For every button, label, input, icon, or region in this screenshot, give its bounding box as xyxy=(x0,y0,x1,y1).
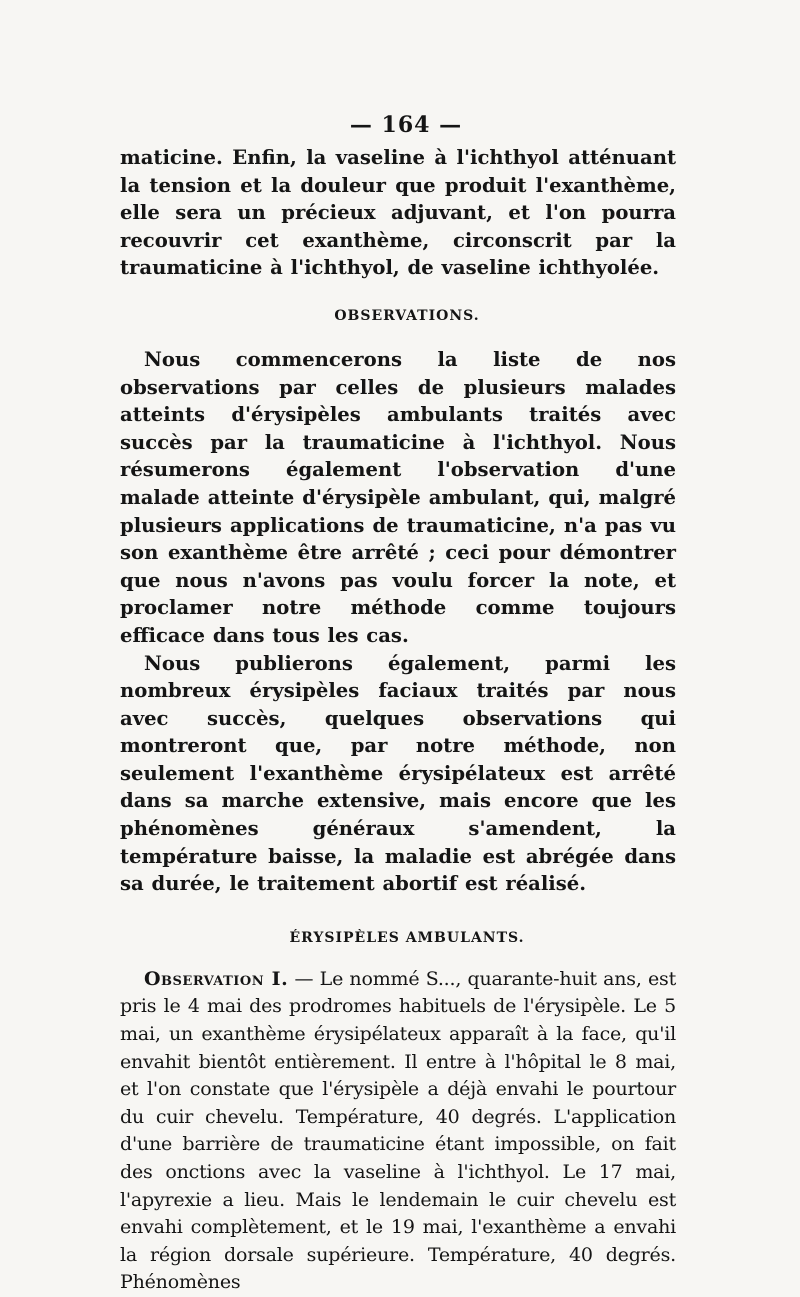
paragraph-intro: maticine. Enfin, la vaseline à l'ichthyol atténuant la tension et la douleur que produit l'exanthème, elle sera un précieux adjuvant, et l'on pourra recouvrir cet exanthème, circonscrit par la traumaticine à l'ichthyol, de vaseline ichthyolée. xyxy=(120,146,676,280)
heading-erysipeles-ambulants: ÉRYSIPÈLES AMBULANTS. xyxy=(289,929,525,946)
page-body xyxy=(120,112,676,1297)
paragraph-observations-list: Nous commencerons la liste de nos observations par celles de plusieurs malades atteints d'érysipèles ambulants traités avec succès par la traumaticine à l'ichthyol. Nous résumerons également l'observation d'une malade atteinte d'érysipèle ambulant, qui, malgré plusieurs applications de traumaticine, n'a pas vu son exanthème être arrêté ; ceci pour démontrer que nous n'avons pas voulu forcer la note, et proclamer notre méthode comme toujours efficace dans tous les cas. xyxy=(120,347,676,647)
heading-observations: OBSERVATIONS. xyxy=(334,307,480,324)
page-number: — 164 — xyxy=(349,112,463,138)
observation-1-text: — Le nommé S..., quarante-huit ans, est pris le 4 mai des prodromes habituels de l'érysipèle. Le 5 mai, un exanthème érysipélateux apparaît à la face, qu'il envahit bientôt entièrement. Il entre à l'hôpital le 8 mai, et l'on constate que l'érysipèle a déjà envahi le pourtour du cuir chevelu. Température, 40 degrés. L'application d'une barrière de traumaticine étant impossible, on fait des onctions avec la vaseline à l'ichthyol. Le 17 mai, l'apyrexie a lieu. Mais le lendemain le cuir chevelu est envahi complètement, et le 19 mai, l'exanthème a envahi la région dorsale supérieure. Température, 40 degrés. Phénomènes xyxy=(120,967,677,1294)
paragraph-facial-erysipelas: Nous publierons également, parmi les nombreux érysipèles faciaux traités par nous avec succès, quelques observations qui montreront que, par notre méthode, non seulement l'exanthème érysipélateux est arrêté dans sa marche extensive, mais encore que les phénomènes généraux s'amendent, la température baisse, la maladie est abrégée dans sa durée, le traitement abortif est réalisé. xyxy=(120,651,676,896)
observation-label: Observation I. xyxy=(144,967,289,990)
paragraph-observation-1 xyxy=(120,966,676,1297)
